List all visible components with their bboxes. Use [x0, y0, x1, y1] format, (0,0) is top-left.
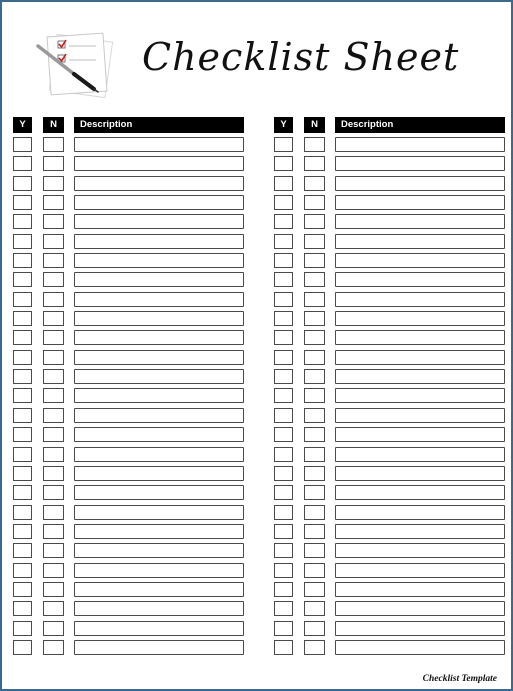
- description-field[interactable]: [335, 330, 505, 345]
- description-field[interactable]: [74, 156, 244, 171]
- header-yes: Y: [13, 117, 32, 133]
- checklist-row: [11, 311, 244, 330]
- description-field[interactable]: [335, 311, 505, 326]
- yes-checkbox[interactable]: [13, 350, 32, 365]
- no-checkbox[interactable]: [304, 214, 325, 229]
- yes-checkbox[interactable]: [274, 582, 293, 597]
- description-field[interactable]: [74, 524, 244, 539]
- checklist-table-left: [11, 117, 244, 659]
- checklist-row: [11, 485, 244, 504]
- description-field[interactable]: [74, 582, 244, 597]
- description-field[interactable]: [335, 292, 505, 307]
- checklist-row: [272, 505, 505, 524]
- checklist-row: [272, 156, 505, 175]
- yes-checkbox[interactable]: [13, 582, 32, 597]
- description-field[interactable]: [74, 253, 244, 268]
- no-checkbox[interactable]: [43, 156, 64, 171]
- no-checkbox[interactable]: [43, 427, 64, 442]
- description-field[interactable]: [74, 543, 244, 558]
- no-checkbox[interactable]: [43, 272, 64, 287]
- no-checkbox[interactable]: [43, 466, 64, 481]
- no-checkbox[interactable]: [304, 292, 325, 307]
- no-checkbox[interactable]: [43, 640, 64, 655]
- no-checkbox[interactable]: [304, 427, 325, 442]
- no-checkbox[interactable]: [304, 272, 325, 287]
- no-checkbox[interactable]: [43, 524, 64, 539]
- yes-checkbox[interactable]: [274, 272, 293, 287]
- description-field[interactable]: [335, 253, 505, 268]
- table-header: [272, 117, 505, 133]
- description-field[interactable]: [74, 447, 244, 462]
- table-header: [11, 117, 244, 133]
- description-field[interactable]: [335, 214, 505, 229]
- header-description: Description: [335, 117, 505, 133]
- description-field[interactable]: [335, 408, 505, 423]
- checklist-row: [11, 543, 244, 562]
- yes-checkbox[interactable]: [274, 447, 293, 462]
- description-field[interactable]: [335, 543, 505, 558]
- checklist-clipboard-icon: [34, 32, 122, 102]
- yes-checkbox[interactable]: [13, 176, 32, 191]
- yes-checkbox[interactable]: [274, 292, 293, 307]
- checklist-row: [272, 369, 505, 388]
- checklist-row: [272, 195, 505, 214]
- yes-checkbox[interactable]: [13, 369, 32, 384]
- no-checkbox[interactable]: [304, 640, 325, 655]
- checklist-row: [11, 292, 244, 311]
- checklist-row: [11, 137, 244, 156]
- no-checkbox[interactable]: [304, 563, 325, 578]
- description-field[interactable]: [74, 330, 244, 345]
- checklist-row: [272, 466, 505, 485]
- checklist-row: [272, 543, 505, 562]
- no-checkbox[interactable]: [43, 234, 64, 249]
- yes-checkbox[interactable]: [274, 311, 293, 326]
- yes-checkbox[interactable]: [274, 408, 293, 423]
- no-checkbox[interactable]: [304, 234, 325, 249]
- checklist-row: [272, 253, 505, 272]
- no-checkbox[interactable]: [43, 176, 64, 191]
- checklist-row: [11, 369, 244, 388]
- description-field[interactable]: [74, 601, 244, 616]
- yes-checkbox[interactable]: [13, 621, 32, 636]
- page-title: Checklist Sheet: [142, 35, 460, 79]
- description-field[interactable]: [335, 524, 505, 539]
- no-checkbox[interactable]: [304, 311, 325, 326]
- no-checkbox[interactable]: [43, 543, 64, 558]
- description-field[interactable]: [74, 640, 244, 655]
- yes-checkbox[interactable]: [274, 427, 293, 442]
- description-field[interactable]: [335, 563, 505, 578]
- description-field[interactable]: [74, 311, 244, 326]
- checklist-rows: [272, 137, 505, 659]
- description-field[interactable]: [335, 427, 505, 442]
- no-checkbox[interactable]: [304, 543, 325, 558]
- yes-checkbox[interactable]: [13, 253, 32, 268]
- no-checkbox[interactable]: [43, 485, 64, 500]
- yes-checkbox[interactable]: [274, 485, 293, 500]
- checklist-row: [272, 137, 505, 156]
- description-field[interactable]: [335, 156, 505, 171]
- description-field[interactable]: [74, 466, 244, 481]
- no-checkbox[interactable]: [43, 582, 64, 597]
- yes-checkbox[interactable]: [13, 485, 32, 500]
- yes-checkbox[interactable]: [274, 640, 293, 655]
- header-no: N: [43, 117, 64, 133]
- checklist-row: [272, 292, 505, 311]
- yes-checkbox[interactable]: [13, 137, 32, 152]
- header-yes: Y: [274, 117, 293, 133]
- checklist-row: [11, 621, 244, 640]
- yes-checkbox[interactable]: [13, 195, 32, 210]
- description-field[interactable]: [74, 195, 244, 210]
- yes-checkbox[interactable]: [13, 543, 32, 558]
- description-field[interactable]: [74, 350, 244, 365]
- checklist-row: [11, 582, 244, 601]
- no-checkbox[interactable]: [304, 582, 325, 597]
- description-field[interactable]: [335, 388, 505, 403]
- checklist-row: [11, 601, 244, 620]
- description-field[interactable]: [335, 505, 505, 520]
- checklist-row: [11, 156, 244, 175]
- description-field[interactable]: [335, 466, 505, 481]
- no-checkbox[interactable]: [43, 621, 64, 636]
- description-field[interactable]: [74, 485, 244, 500]
- description-field[interactable]: [335, 234, 505, 249]
- checklist-row: [272, 408, 505, 427]
- description-field[interactable]: [74, 505, 244, 520]
- yes-checkbox[interactable]: [13, 563, 32, 578]
- yes-checkbox[interactable]: [13, 505, 32, 520]
- checklist-row: [272, 330, 505, 349]
- description-field[interactable]: [74, 621, 244, 636]
- no-checkbox[interactable]: [43, 388, 64, 403]
- description-field[interactable]: [74, 272, 244, 287]
- checklist-row: [11, 447, 244, 466]
- header-no: N: [304, 117, 325, 133]
- description-field[interactable]: [74, 369, 244, 384]
- checklist-row: [11, 388, 244, 407]
- yes-checkbox[interactable]: [274, 621, 293, 636]
- no-checkbox[interactable]: [304, 621, 325, 636]
- no-checkbox[interactable]: [304, 447, 325, 462]
- checklist-row: [11, 330, 244, 349]
- no-checkbox[interactable]: [304, 253, 325, 268]
- no-checkbox[interactable]: [43, 137, 64, 152]
- checklist-table-right: [272, 117, 505, 659]
- checklist-row: [11, 195, 244, 214]
- yes-checkbox[interactable]: [274, 214, 293, 229]
- checklist-row: [272, 601, 505, 620]
- description-field[interactable]: [74, 408, 244, 423]
- yes-checkbox[interactable]: [13, 601, 32, 616]
- checklist-row: [11, 253, 244, 272]
- footer-label: Checklist Template: [422, 674, 497, 684]
- no-checkbox[interactable]: [304, 369, 325, 384]
- no-checkbox[interactable]: [43, 330, 64, 345]
- no-checkbox[interactable]: [304, 466, 325, 481]
- yes-checkbox[interactable]: [274, 601, 293, 616]
- description-field[interactable]: [74, 176, 244, 191]
- checklist-row: [272, 176, 505, 195]
- no-checkbox[interactable]: [43, 601, 64, 616]
- yes-checkbox[interactable]: [13, 330, 32, 345]
- yes-checkbox[interactable]: [274, 156, 293, 171]
- description-field[interactable]: [74, 427, 244, 442]
- checklist-row: [272, 640, 505, 659]
- yes-checkbox[interactable]: [13, 408, 32, 423]
- yes-checkbox[interactable]: [13, 447, 32, 462]
- no-checkbox[interactable]: [304, 156, 325, 171]
- description-field[interactable]: [74, 234, 244, 249]
- yes-checkbox[interactable]: [274, 524, 293, 539]
- checklist-row: [11, 563, 244, 582]
- yes-checkbox[interactable]: [274, 253, 293, 268]
- no-checkbox[interactable]: [43, 505, 64, 520]
- no-checkbox[interactable]: [304, 388, 325, 403]
- header-description: Description: [74, 117, 244, 133]
- yes-checkbox[interactable]: [13, 292, 32, 307]
- yes-checkbox[interactable]: [274, 543, 293, 558]
- checklist-row: [11, 272, 244, 291]
- yes-checkbox[interactable]: [13, 272, 32, 287]
- description-field[interactable]: [335, 369, 505, 384]
- yes-checkbox[interactable]: [13, 214, 32, 229]
- yes-checkbox[interactable]: [13, 640, 32, 655]
- yes-checkbox[interactable]: [13, 524, 32, 539]
- yes-checkbox[interactable]: [274, 466, 293, 481]
- checklist-row: [272, 427, 505, 446]
- description-field[interactable]: [74, 388, 244, 403]
- description-field[interactable]: [335, 176, 505, 191]
- yes-checkbox[interactable]: [274, 195, 293, 210]
- checklist-row: [272, 388, 505, 407]
- yes-checkbox[interactable]: [274, 505, 293, 520]
- description-field[interactable]: [335, 447, 505, 462]
- no-checkbox[interactable]: [43, 563, 64, 578]
- checklist-row: [11, 505, 244, 524]
- no-checkbox[interactable]: [304, 330, 325, 345]
- checklist-row: [11, 640, 244, 659]
- yes-checkbox[interactable]: [274, 563, 293, 578]
- description-field[interactable]: [335, 137, 505, 152]
- no-checkbox[interactable]: [304, 408, 325, 423]
- checklist-row: [11, 524, 244, 543]
- yes-checkbox[interactable]: [274, 137, 293, 152]
- description-field[interactable]: [335, 195, 505, 210]
- checklist-row: [272, 272, 505, 291]
- checklist-row: [272, 350, 505, 369]
- no-checkbox[interactable]: [304, 505, 325, 520]
- no-checkbox[interactable]: [43, 447, 64, 462]
- no-checkbox[interactable]: [43, 195, 64, 210]
- checklist-row: [11, 234, 244, 253]
- no-checkbox[interactable]: [304, 350, 325, 365]
- description-field[interactable]: [74, 137, 244, 152]
- checklist-row: [272, 447, 505, 466]
- no-checkbox[interactable]: [304, 601, 325, 616]
- no-checkbox[interactable]: [43, 292, 64, 307]
- description-field[interactable]: [74, 563, 244, 578]
- checklist-row: [272, 563, 505, 582]
- description-field[interactable]: [335, 350, 505, 365]
- no-checkbox[interactable]: [43, 253, 64, 268]
- checklist-row: [272, 311, 505, 330]
- checklist-row: [272, 485, 505, 504]
- checklist-row: [11, 214, 244, 233]
- no-checkbox[interactable]: [43, 408, 64, 423]
- no-checkbox[interactable]: [43, 369, 64, 384]
- checklist-row: [272, 524, 505, 543]
- description-field[interactable]: [335, 485, 505, 500]
- yes-checkbox[interactable]: [13, 156, 32, 171]
- checklist-row: [272, 582, 505, 601]
- yes-checkbox[interactable]: [274, 176, 293, 191]
- checklist-rows: [11, 137, 244, 659]
- yes-checkbox[interactable]: [274, 350, 293, 365]
- yes-checkbox[interactable]: [274, 369, 293, 384]
- description-field[interactable]: [335, 601, 505, 616]
- checklist-row: [11, 466, 244, 485]
- description-field[interactable]: [335, 272, 505, 287]
- checklist-row: [272, 234, 505, 253]
- no-checkbox[interactable]: [304, 137, 325, 152]
- yes-checkbox[interactable]: [13, 311, 32, 326]
- yes-checkbox[interactable]: [13, 234, 32, 249]
- no-checkbox[interactable]: [43, 214, 64, 229]
- description-field[interactable]: [74, 214, 244, 229]
- yes-checkbox[interactable]: [13, 388, 32, 403]
- no-checkbox[interactable]: [304, 176, 325, 191]
- description-field[interactable]: [335, 621, 505, 636]
- yes-checkbox[interactable]: [274, 388, 293, 403]
- checklist-row: [11, 408, 244, 427]
- yes-checkbox[interactable]: [274, 234, 293, 249]
- no-checkbox[interactable]: [43, 311, 64, 326]
- no-checkbox[interactable]: [304, 524, 325, 539]
- checklist-row: [11, 350, 244, 369]
- description-field[interactable]: [335, 582, 505, 597]
- no-checkbox[interactable]: [304, 195, 325, 210]
- checklist-row: [272, 621, 505, 640]
- yes-checkbox[interactable]: [274, 330, 293, 345]
- yes-checkbox[interactable]: [13, 466, 32, 481]
- description-field[interactable]: [335, 640, 505, 655]
- description-field[interactable]: [74, 292, 244, 307]
- no-checkbox[interactable]: [304, 485, 325, 500]
- no-checkbox[interactable]: [43, 350, 64, 365]
- checklist-row: [11, 427, 244, 446]
- checklist-row: [272, 214, 505, 233]
- yes-checkbox[interactable]: [13, 427, 32, 442]
- checklist-row: [11, 176, 244, 195]
